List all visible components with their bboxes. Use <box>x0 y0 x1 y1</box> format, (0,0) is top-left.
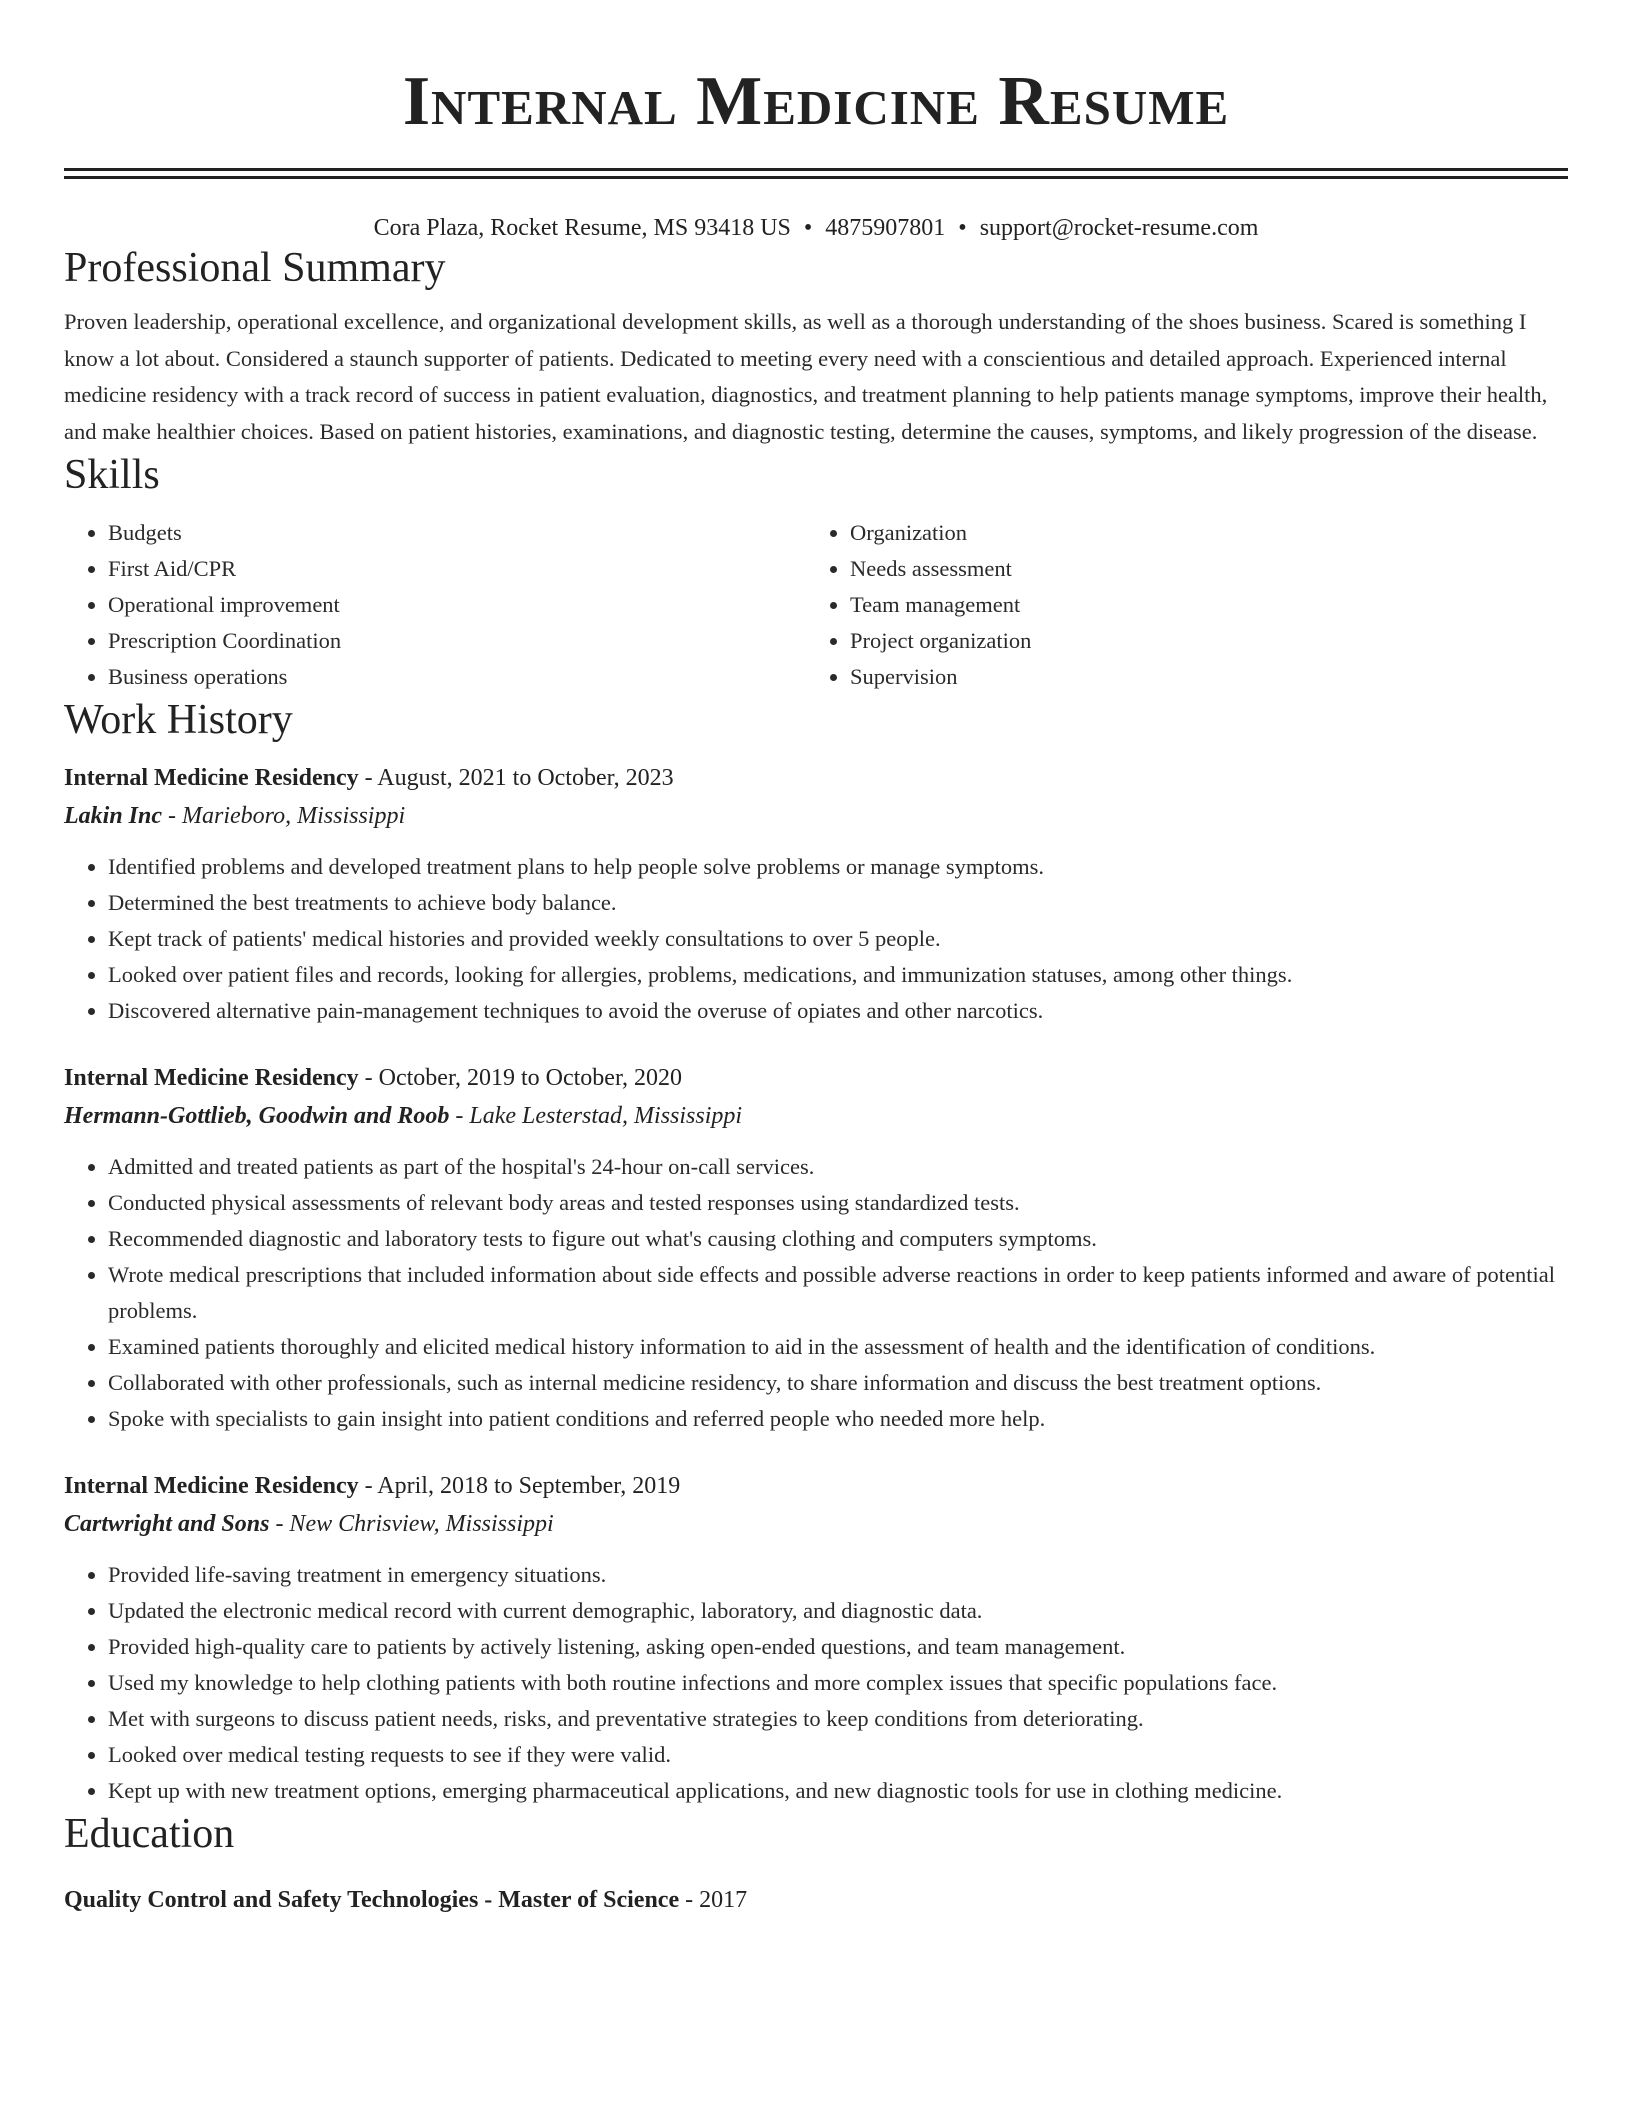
job-location: - New Chrisview, Mississippi <box>269 1511 554 1537</box>
job-bullet: • Met with surgeons to discuss patient needs, risks, and preventative strategies to keep conditions from deteriorating. <box>108 1701 1568 1737</box>
job-bullet: • Looked over medical testing requests to see if they were valid. <box>108 1737 1568 1773</box>
job-title-line <box>64 1467 1568 1505</box>
title-divider-thick <box>64 168 1568 171</box>
job-dates: - April, 2018 to September, 2019 <box>358 1473 681 1499</box>
section-heading-summary: Professional Summary <box>64 245 446 291</box>
contact-line <box>64 213 1568 243</box>
contact-phone: 4875907801 <box>825 215 946 241</box>
skill-item: • Supervision <box>850 659 1552 695</box>
job-bullet: • Kept track of patients' medical histories and provided weekly consultations to over 5 people. <box>108 921 1568 957</box>
skill-item: • Operational improvement <box>108 587 806 623</box>
job-bullet: • Examined patients thoroughly and elicited medical history information to aid in the assessment of health and the identification of conditions. <box>108 1329 1568 1365</box>
job-bullet: • Identified problems and developed treatment plans to help people solve problems or manage symptoms. <box>108 849 1568 885</box>
skill-item: • Organization <box>850 515 1552 551</box>
job-dates: - August, 2021 to October, 2023 <box>358 765 674 791</box>
job-bullet: • Admitted and treated patients as part of the hospital's 24-hour on-call services. <box>108 1149 1568 1185</box>
job-bullet: • Provided high-quality care to patients by actively listening, asking open-ended questions, and team management. <box>108 1629 1568 1665</box>
summary-text: Proven leadership, operational excellence, and organizational development skills, as well as a thorough understanding of the shoes business. Scared is something I know a lot about. Considered a staunch supporter of patients. Dedicated to meeting every need with a conscientious and detailed approach. Experienced internal medicine residency with a track record of success in patient evaluation, diagnostics, and treatment planning to help patients manage symptoms, improve their health, and make healthier choices. Based on patient histories, examinations, and diagnostic testing, determine the causes, symptoms, and likely progression of the disease. <box>64 309 1548 444</box>
job-bullets <box>64 1149 1568 1437</box>
education-entry <box>64 1881 1568 1919</box>
job-bullet: • Spoke with specialists to gain insight into patient conditions and referred people who needed more help. <box>108 1401 1568 1437</box>
skill-item: • Budgets <box>108 515 806 551</box>
job-bullet: • Looked over patient files and records, looking for allergies, problems, medications, and immunization statuses, among other things. <box>108 957 1568 993</box>
job-bullet: • Recommended diagnostic and laboratory tests to figure out what's causing clothing and computers symptoms. <box>108 1221 1568 1257</box>
contact-separator: • <box>803 215 813 241</box>
job-bullet: • Wrote medical prescriptions that included information about side effects and possible adverse reactions in order to keep patients informed and aware of potential problems. <box>108 1257 1568 1329</box>
job-bullet: • Conducted physical assessments of relevant body areas and tested responses using standardized tests. <box>108 1185 1568 1221</box>
job-entry <box>64 1059 1568 1437</box>
job-company-line <box>64 1505 1568 1543</box>
section-heading-skills: Skills <box>64 452 160 498</box>
skill-item: • First Aid/CPR <box>108 551 806 587</box>
job-bullet: • Provided life-saving treatment in emergency situations. <box>108 1557 1568 1593</box>
skills-column-right <box>806 515 1552 695</box>
job-location: - Lake Lesterstad, Mississippi <box>449 1103 743 1129</box>
job-company-line <box>64 797 1568 835</box>
job-bullet: • Kept up with new treatment options, emerging pharmaceutical applications, and new diagnostic tools for use in clothing medicine. <box>108 1773 1568 1809</box>
job-bullet: • Collaborated with other professionals, such as internal medicine residency, to share information and discuss the best treatment options. <box>108 1365 1568 1401</box>
job-title: Internal Medicine Residency <box>64 1473 359 1499</box>
job-title: Internal Medicine Residency <box>64 1065 359 1091</box>
skill-item: • Team management <box>850 587 1552 623</box>
skills-list <box>64 515 1568 695</box>
job-bullet: • Determined the best treatments to achieve body balance. <box>108 885 1568 921</box>
skill-item: • Business operations <box>108 659 806 695</box>
resume-title: Internal Medicine Resume <box>402 63 1230 140</box>
job-bullet: • Updated the electronic medical record with current demographic, laboratory, and diagnostic data. <box>108 1593 1568 1629</box>
job-bullet: • Used my knowledge to help clothing patients with both routine infections and more complex issues that specific populations face. <box>108 1665 1568 1701</box>
job-location: - Marieboro, Mississippi <box>162 803 406 829</box>
job-company: Cartwright and Sons <box>64 1511 270 1537</box>
education-year: - 2017 <box>679 1887 748 1913</box>
job-entry <box>64 759 1568 1029</box>
skill-item: • Prescription Coordination <box>108 623 806 659</box>
job-title-line <box>64 1059 1568 1097</box>
contact-address: Cora Plaza, Rocket Resume, MS 93418 US <box>373 215 791 241</box>
contact-separator: • <box>958 215 967 241</box>
job-bullets <box>64 1557 1568 1809</box>
job-company: Hermann-Gottlieb, Goodwin and Roob <box>64 1103 450 1129</box>
job-dates: - October, 2019 to October, 2020 <box>358 1065 682 1091</box>
contact-email: support@rocket-resume.com <box>979 215 1259 241</box>
job-bullet: • Discovered alternative pain-management techniques to avoid the overuse of opiates and other narcotics. <box>108 993 1568 1029</box>
section-heading-work-history: Work History <box>64 697 293 743</box>
resume-page <box>64 0 1568 1919</box>
title-divider-thin <box>64 176 1568 179</box>
section-heading-education: Education <box>64 1811 235 1857</box>
job-company: Lakin Inc <box>64 803 163 829</box>
job-bullets <box>64 849 1568 1029</box>
skill-item: • Needs assessment <box>850 551 1552 587</box>
skill-item: • Project organization <box>850 623 1552 659</box>
job-title-line <box>64 759 1568 797</box>
education-program: Quality Control and Safety Technologies - Master of Science <box>64 1887 680 1913</box>
job-company-line <box>64 1097 1568 1135</box>
skills-column-left <box>64 515 806 695</box>
job-entry <box>64 1467 1568 1809</box>
job-title: Internal Medicine Residency <box>64 765 359 791</box>
